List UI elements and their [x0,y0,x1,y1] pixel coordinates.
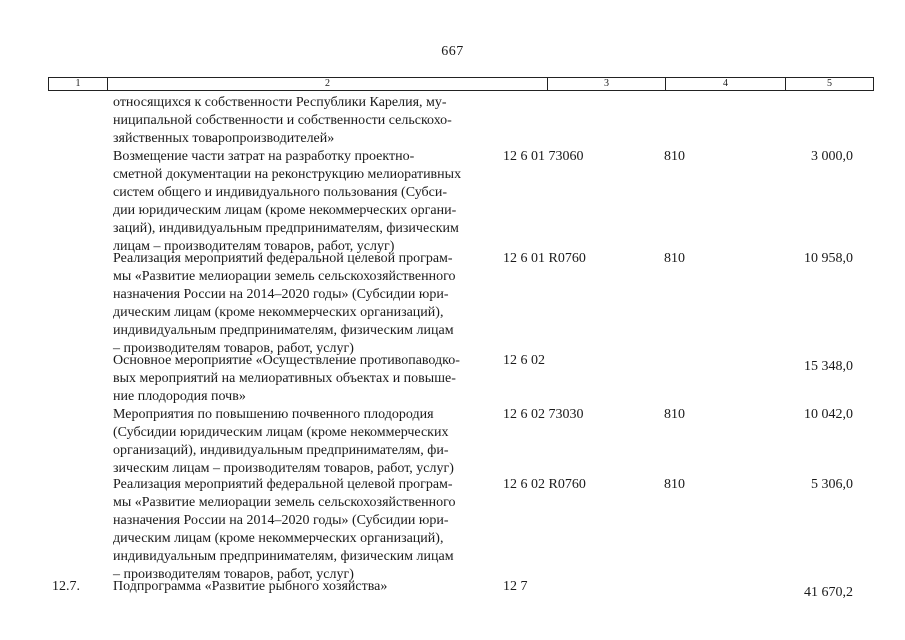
row-description: Мероприятия по повышению почвенного плодородия (Субсидии юридическим лицам (кроме некоммерческих организаций), индивидуальным предпринимателям, фи- зическим лицам – производителям товаров, работ, услуг) [113,407,454,476]
row-description: относящихся к собственности Республики Карелия, му- ниципальной собственности и собственности сельскохо- зяйственных товаропроизводителей» [113,95,452,146]
column-number-1: 1 [75,78,81,89]
column-number-4: 4 [665,78,785,90]
row-amount: 10 958,0 [804,251,853,266]
column-number-5: 5 [785,78,873,90]
page-number: 667 [441,44,464,59]
row-budget-code: 12 6 02 [503,353,545,368]
column-number-3: 3 [547,78,665,90]
row-budget-code: 12 6 01 73060 [503,149,584,164]
column-number-2: 2 [107,78,547,90]
row-amount: 5 306,0 [811,477,853,492]
row-description: Подпрограмма «Развитие рыбного хозяйства» [113,579,388,594]
row-budget-code: 12 6 02 73030 [503,407,584,422]
row-budget-code: 12 7 [503,579,528,594]
row-description: Реализация мероприятий федеральной целевой програм- мы «Развитие мелиорации земель сельскохозяйственного назначения России на 2014–2020 годы» (Субсидии юри- дическим лицам (кроме некоммерческих организаций), индивидуальным предпринимателям, физическим лицам – производителям товаров, работ, услуг) [113,251,456,356]
row-expense-type: 810 [664,149,685,164]
row-description: Возмещение части затрат на разработку проектно- сметной документации на реконструкцию мелиоративных систем общего и индивидуального пользования (Субси- дии юридическим лицам (кроме некоммерческих органи- заций), индивидуальным предпринимателям, физическим лицам – производителям товаров, работ, услуг) [113,149,462,254]
row-amount: 15 348,0 [804,359,853,374]
row-budget-code: 12 6 02 R0760 [503,477,586,492]
row-budget-code: 12 6 01 R0760 [503,251,586,266]
row-number: 12.7. [52,579,80,594]
row-amount: 3 000,0 [811,149,853,164]
row-expense-type: 810 [664,251,685,266]
row-amount: 10 042,0 [804,407,853,422]
row-expense-type: 810 [664,407,685,422]
row-description: Основное мероприятие «Осуществление противопаводко- вых мероприятий на мелиоративных объектах и повыше- ние плодородия почв» [113,353,460,404]
row-description: Реализация мероприятий федеральной целевой програм- мы «Развитие мелиорации земель сельскохозяйственного назначения России на 2014–2020 годы» (Субсидии юри- дическим лицам (кроме некоммерческих организаций), индивидуальным предпринимателям, физическим лицам – производителям товаров, работ, услуг) [113,477,456,582]
row-amount: 41 670,2 [804,585,853,600]
row-expense-type: 810 [664,477,685,492]
